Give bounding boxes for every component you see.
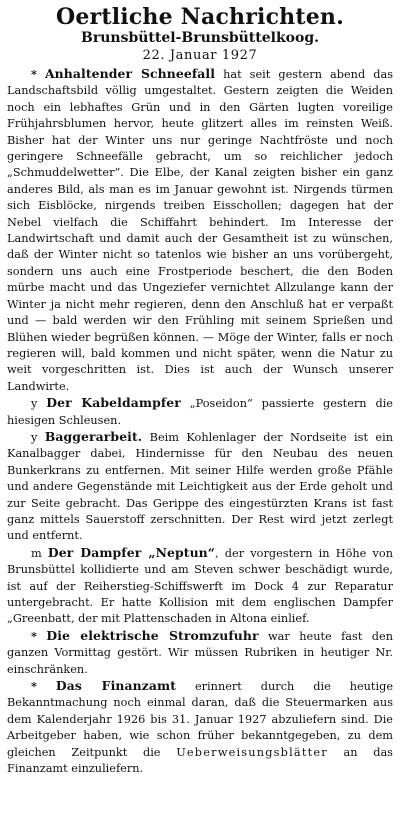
article-power-outage [7,628,393,678]
article-marker: y [31,430,38,444]
article-body: , der vorgestern in Höhe von Brunsbüttel kollidierte und am Steven schwer beschädigt wurde, ist auf der Reiherstieg-Schiffswerft im Dock 4 zur Reparatur untergebracht. Er hatte Kollision mit dem englischen Dampfer „Greenbatt, der mit Plattenschaden in Altona einlief. [7,546,393,626]
article-tax-office [7,678,393,777]
article-tail: an das Finanzamt einzuliefern. [7,745,393,776]
location-subtitle: Brunsbüttel-Brunsbüttelkoog. [81,30,319,46]
page-title: Oertliche Nachrichten. [56,4,344,30]
article-lead: Die elektrische Stromzufuhr [46,627,259,643]
article-body: war heute fast den ganzen Vormittag gestört. Wir müssen Rubriken in heutiger Nr. einschränken. [7,629,393,676]
article-marker: m [31,546,42,560]
dateline: 22. Januar 1927 [142,48,258,63]
article-body: erinnert durch die heutige Bekanntmachung noch einmal daran, daß die Steuermarken aus dem Kalenderjahr 1926 bis 31. Januar 1927 abzuliefern sind. Die Arbeitgeber haben, wie schon früher bekanntgegeben, zu dem gleichen Zeitpunkt die [7,680,394,759]
article-marker: * [31,679,37,694]
article-lead: Anhaltender Schneefall [44,66,216,81]
article-body: „Poseidon“ passierte gestern die hiesigen Schleusen. [7,397,393,427]
article-marker: * [31,67,37,81]
article-body: Beim Kohlenlager der Nordseite ist ein Kanalbagger dabei, Hindernisse für den Neubau des neuen Bunkerkrans zu entfernen. Mit seiner Hilfe werden große Pfähle und andere Gegenstände mit Leichtigkeit aus der Erde geholt und zur Seite gebracht. Das Gerippe des eingestürzten Krans ist fast ganz mittels Sauerstoff zerschnitten. Der Rest wird jetzt zerlegt und entfernt. [7,430,394,543]
article-marker: y [31,397,38,411]
article-marker: * [31,628,37,643]
article-lead: Baggerarbeit. [44,428,143,444]
article-lead: Das Finanzamt [55,678,177,694]
article-dredging [7,429,393,545]
article-cable-steamer [7,395,393,429]
article-steamer-neptun [7,545,393,628]
article-snowfall [7,66,393,395]
article-lead: Der Kabeldampfer [46,395,181,411]
article-emphasis: Ueberweisungsblätter [176,745,328,759]
article-lead: Der Dampfer „Neptun“ [47,544,216,560]
article-body: hat seit gestern abend das Landschaftsbild völlig umgestaltet. Gestern zeigten die Weiden noch ein lebhaftes Grün und in den Gärten lugten voreilige Frühjahrsblumen hervor, heute glitzert alles im reinsten Weiß. Bisher hat der Winter uns nur geringe Nachtfröste und noch geringere Schneefälle gebracht, um so reichlicher jedoch „Schmuddelwetter“. Die Elbe, der Kanal zeigten bisher ein ganz anderes Bild, als man es im Januar gewohnt ist. Nirgends türmen sich Eisblöcke, nirgends treiben Eisschollen; dagegen hat der Nebel vielfach die Schiffahrt behindert. Im Interesse der Landwirtschaft und damit auch der Gesamtheit ist zu wünschen, daß der Winter nicht so tatenlos wie bisher an uns vorübergeht, sondern uns auch eine Frostperiode beschert, die den Boden mürbe macht und das Ungeziefer vernichtet Allzulange kann der Winter ja nicht mehr regieren, denn den Anschluß hat er verpaßt und — bald werden wir den Frühling mit seinem Sprießen und Blühen wieder begrüßen können. — Möge der Winter, falls er noch regieren will, bald kommen und nicht später, wenn die Natur zu weit vorgeschritten ist. Dies ist auch der Wunsch unserer Landwirte. [7,68,393,393]
